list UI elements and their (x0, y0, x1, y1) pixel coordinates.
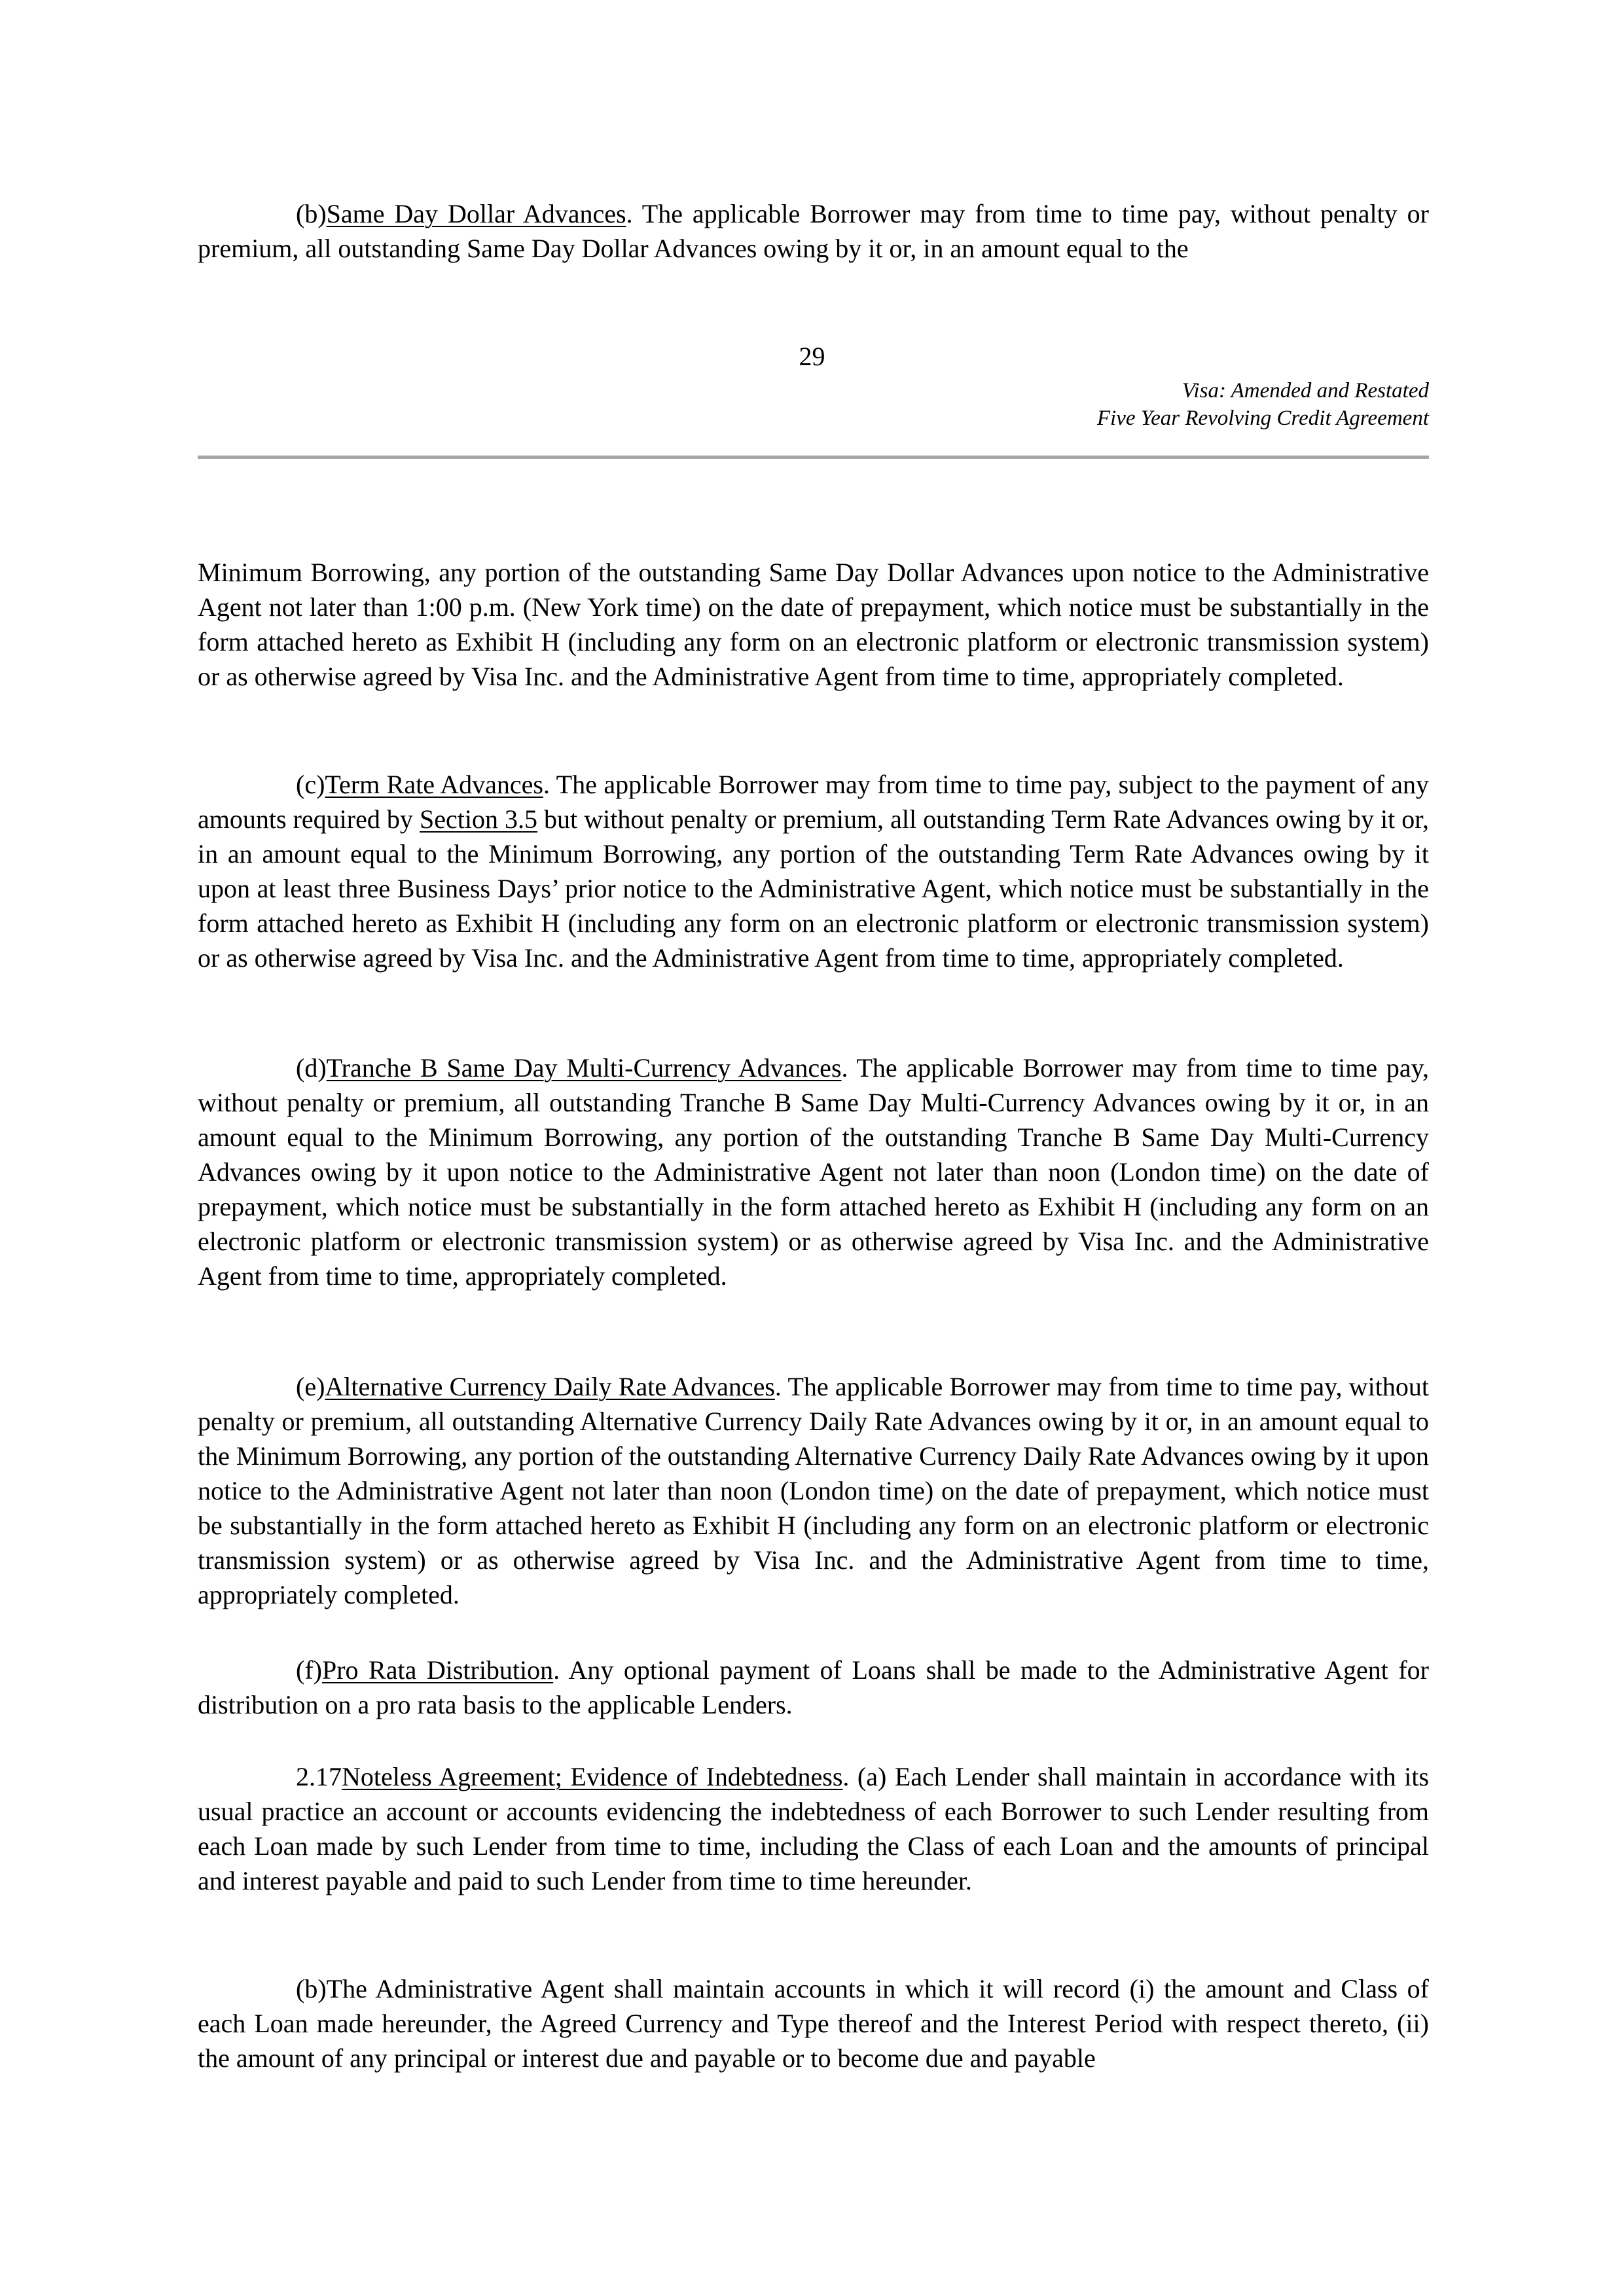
paragraph-prefix: (b) (296, 199, 327, 228)
paragraph-f-pro-rata (198, 1653, 1429, 1722)
paragraph-b-same-day-dollar (198, 196, 1429, 266)
paragraph-e (198, 1369, 1429, 1612)
section-reference: Section 3.5 (419, 804, 537, 834)
footer-caption-line1: Visa: Amended and Restated (1182, 379, 1429, 403)
paragraph-text: . The applicable Borrower may from time to time pay, subject to the payment of any amounts required by (198, 770, 1429, 834)
page-break-rule (198, 456, 1429, 459)
section-heading: Noteless Agreement; Evidence of Indebtedness (342, 1762, 843, 1791)
top-paragraph (198, 196, 1429, 266)
paragraph-heading: Alternative Currency Daily Rate Advances (325, 1372, 775, 1401)
paragraph-e-alternative-currency (198, 1369, 1429, 1612)
paragraph-c (198, 767, 1429, 975)
paragraph-text: . The applicable Borrower may from time to time pay, without penalty or premium, all outstanding Alternative Currency Daily Rate Advances owing by it or, in an amount equal to the Minimum Borrowing, any portion of the outstanding Alternative Currency Daily Rate Advances owing by it upon notice to the Administrative Agent not later than noon (London time) on the date of prepayment, which notice must be substantially in the form attached hereto as Exhibit H (including any form on an electronic platform or electronic transmission system) or as otherwise agreed by Visa Inc. and the Administrative Agent from time to time, appropriately completed. (198, 1372, 1429, 1609)
paragraph-b-administrative-agent-accounts: (b)The Administrative Agent shall maintain accounts in which it will record (i) the amount and Class of each Loan made hereunder, the Agreed Currency and Type thereof and the Interest Period with respect thereto, (ii) the amount of any principal or interest due and payable or to become due and payable (198, 1974, 1429, 2073)
paragraph-heading: Tranche B Same Day Multi-Currency Advances (326, 1053, 842, 1083)
paragraph-prefix: (c) (296, 770, 325, 799)
paragraph-heading: Term Rate Advances (325, 770, 543, 799)
section-2-17-noteless-agreement (198, 1759, 1429, 1898)
paragraph-prefix: (e) (296, 1372, 325, 1401)
continuation-paragraph (198, 555, 1429, 694)
continuation-text: Minimum Borrowing, any portion of the outstanding Same Day Dollar Advances upon notice to the Administrative Agent not later than 1:00 p.m. (New York time) on the date of prepayment, which notice must be substantially in the form attached hereto as Exhibit H (including any form on an electronic platform or electronic transmission system) or as otherwise agreed by Visa Inc. and the Administrative Agent from time to time, appropriately completed. (198, 558, 1429, 691)
paragraph-text: but without penalty or premium, all outstanding Term Rate Advances owing by it or, in an amount equal to the Minimum Borrowing, any portion of the outstanding Term Rate Advances owing by it upon at least three Business Days’ prior notice to the Administrative Agent, which notice must be substantially in the form attached hereto as Exhibit H (including any form on an electronic platform or electronic transmission system) or as otherwise agreed by Visa Inc. and the Administrative Agent from time to time, appropriately completed. (198, 804, 1430, 973)
paragraph-prefix: (d) (296, 1053, 327, 1083)
paragraph-d-tranche-b (198, 1050, 1429, 1293)
section-text: . (a) Each Lender shall maintain in accordance with its usual practice an account or accounts evidencing the indebtedness of each Borrower to such Lender resulting from each Loan made by such Lender from time to time, including the Class of each Loan and the amounts of principal and interest payable and paid to such Lender from time to time hereunder. (198, 1762, 1430, 1895)
paragraph-heading: Pro Rata Distribution (321, 1655, 554, 1685)
paragraph-b-accounts (198, 1971, 1429, 2075)
section-number: 2.17 (296, 1762, 342, 1791)
paragraph-text: . The applicable Borrower may from time to time pay, without penalty or premium, all outstanding Same Day Dollar Advances owing by it or, in an amount equal to the (198, 199, 1430, 263)
page-number: 29 (799, 342, 825, 371)
paragraph-prefix: (f) (296, 1655, 322, 1685)
paragraph-c-term-rate (198, 767, 1429, 975)
paragraph-heading: Same Day Dollar Advances (326, 199, 626, 228)
paragraph-text: . The applicable Borrower may from time to time pay, without penalty or premium, all outstanding Tranche B Same Day Multi-Currency Advances owing by it or, in an amount equal to the Minimum Borrowing, any portion of the outstanding Tranche B Same Day Multi-Currency Advances owing by it upon notice to the Administrative Agent not later than noon (London time) on the date of prepayment, which notice must be substantially in the form attached hereto as Exhibit H (including any form on an electronic platform or electronic transmission system) or as otherwise agreed by Visa Inc. and the Administrative Agent from time to time, appropriately completed. (198, 1053, 1430, 1291)
paragraph-text: . Any optional payment of Loans shall be made to the Administrative Agent for distribution on a pro rata basis to the applicable Lenders. (198, 1655, 1429, 1719)
paragraph-f (198, 1653, 1429, 1722)
footer-caption-line2: Five Year Revolving Credit Agreement (1096, 406, 1429, 430)
section-2-17 (198, 1759, 1429, 1898)
paragraph-d (198, 1050, 1429, 1293)
